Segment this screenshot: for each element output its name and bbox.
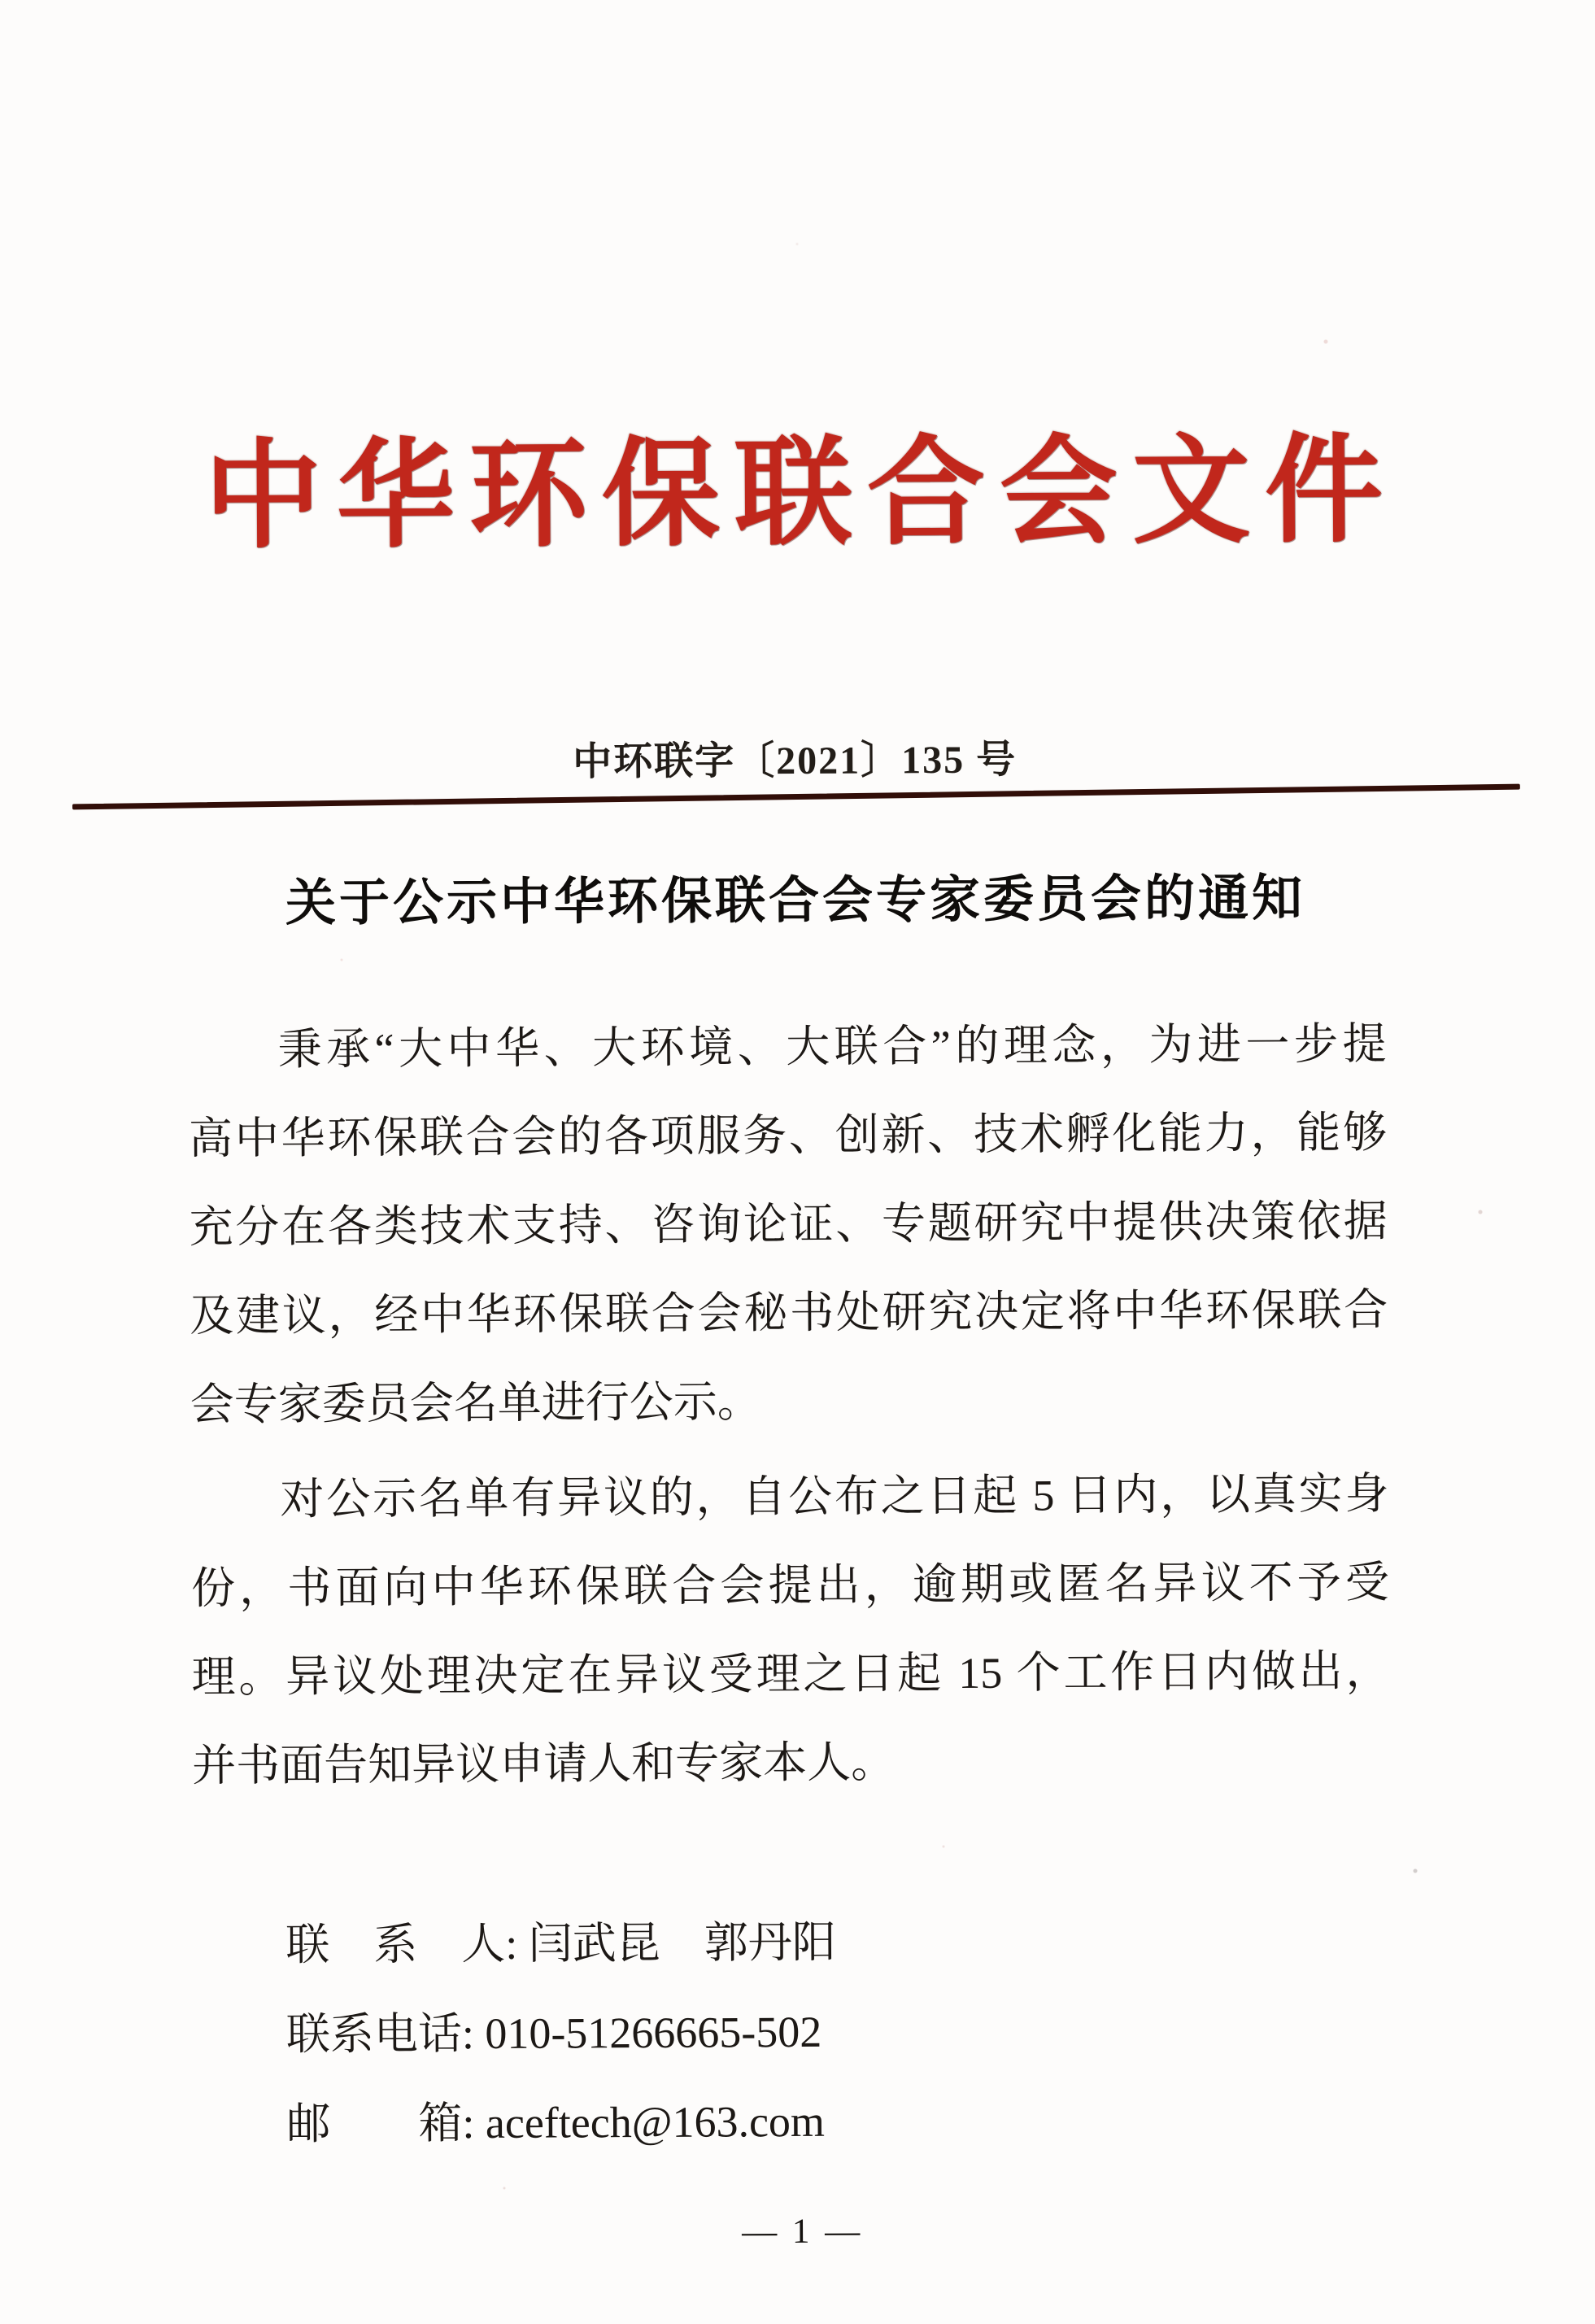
- document-reference-number: 中环联字〔2021〕135 号: [573, 738, 1018, 784]
- body-line: 并书面告知异议申请人和专家本人。: [191, 1738, 896, 1790]
- body-line: 高中华环保联合会的各项服务、创新、技术孵化能力，能够: [188, 1108, 1388, 1163]
- notice-title: 关于公示中华环保联合会专家委员会的通知: [285, 870, 1306, 932]
- contact-phone: 联系电话: 010-51266665-502: [285, 2007, 822, 2060]
- contact-person: 联 系 人: 闫武昆 郭丹阳: [285, 1917, 836, 1970]
- body-line: 及建议，经中华环保联合会秘书处研究决定将中华环保联合: [190, 1285, 1388, 1341]
- body-line: 充分在各类技术支持、咨询论证、专题研究中提供决策依据: [189, 1197, 1388, 1252]
- body-line: 秉承“大中华、大环境、大联合”的理念，为进一步提: [277, 1019, 1387, 1075]
- paragraph-2: [190, 1450, 1390, 1811]
- notice-body: [188, 1000, 1390, 1811]
- contact-email: 邮 箱: aceftech@163.com: [286, 2096, 826, 2149]
- letterhead-separator-rule: [72, 784, 1520, 810]
- page-number: — 1 —: [742, 2212, 864, 2252]
- body-line: 理。异议处理决定在异议受理之日起 15 个工作日内做出，: [191, 1646, 1390, 1702]
- letterhead-org-title: 中华环保联合会文件: [203, 426, 1398, 563]
- body-line: 对公示名单有异议的，自公布之日起 5 日内，以真实身: [280, 1469, 1389, 1524]
- paragraph-1: [188, 1000, 1388, 1450]
- body-line: 会专家委员会名单进行公示。: [190, 1377, 761, 1429]
- body-line: 份，书面向中华环保联合会提出，逾期或匿名异议不予受: [190, 1558, 1390, 1613]
- contact-block: [285, 1898, 837, 2169]
